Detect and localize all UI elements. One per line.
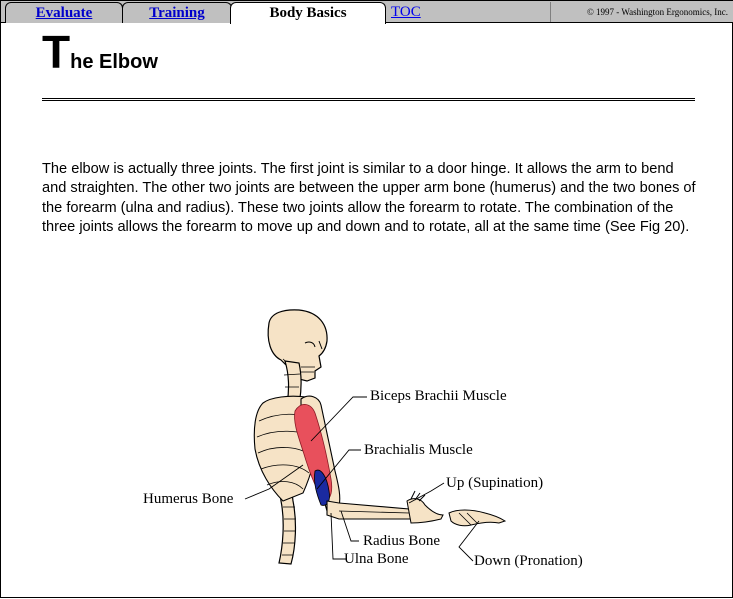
copyright-notice: © 1997 - Washington Ergonomics, Inc. — [550, 2, 730, 22]
label-biceps: Biceps Brachii Muscle — [370, 388, 507, 404]
hand-bones-up — [407, 499, 443, 523]
page-title-rest: he Elbow — [70, 51, 158, 73]
tab-training[interactable]: Training — [122, 2, 232, 23]
label-ulna: Ulna Bone — [344, 551, 409, 567]
tab-body-basics[interactable]: Body Basics — [230, 2, 386, 24]
label-supination: Up (Supination) — [446, 475, 544, 491]
toc-link[interactable]: TOC — [391, 4, 421, 20]
label-pronation: Down (Pronation) — [474, 553, 583, 569]
label-humerus: Humerus Bone — [143, 491, 234, 507]
page-title-initial: T — [42, 26, 71, 78]
label-radius: Radius Bone — [363, 533, 441, 549]
tab-evaluate[interactable]: Evaluate — [5, 2, 123, 23]
label-brachialis: Brachialis Muscle — [364, 442, 473, 458]
elbow-figure — [1, 1, 733, 599]
forearm-bones — [327, 501, 411, 519]
body-paragraph: The elbow is actually three joints. The first joint is similar to a door hinge. It allows the arm to bend and straighten. The other two joints are between the upper arm bone (humerus) and the two bones of the forearm (ulna and radius). These two joints allow the forearm to rotate. The combination of the three joints allows the forearm to move up and down and to rotate, all at the same time (See Fig 20). — [42, 161, 696, 235]
